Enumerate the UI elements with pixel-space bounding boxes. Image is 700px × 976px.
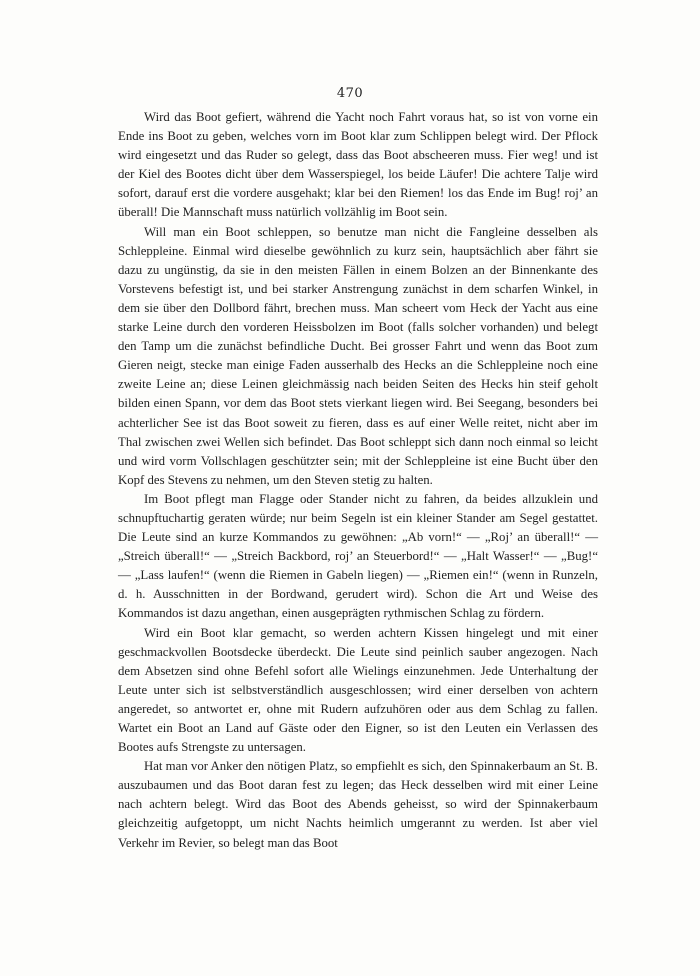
page-number: 470 xyxy=(336,86,364,101)
paragraph-lowering-boat: Wird das Boot gefiert, während die Yacht noch Fahrt voraus hat, so ist von vorne ein Ende ins Boot zu geben, welches vorn im Boot klar zum Schlippen belegt wird. Der Pflock wird eingesetzt und das Ruder so gelegt, dass das Boot abscheeren muss. Fier weg! und ist der Kiel des Bootes dicht über dem Wasserspiegel, los beide Läufer! Die achtere Talje wird sofort, darauf erst die vordere ausgehakt; klar bei den Riemen! los das Ende im Bug! roj’ an überall! Die Mannschaft muss natürlich vollzählig im Boot sein. xyxy=(118,110,598,220)
paragraph-boat-preparation: Wird ein Boot klar gemacht, so werden achtern Kissen hingelegt und mit einer geschmackvollen Bootsdecke überdeckt. Die Leute sind peinlich sauber angezogen. Nach dem Absetzen sind ohne Befehl sofort alle Wielings einzunehmen. Jede Unterhaltung der Leute unter sich ist selbstverständlich ausgeschlossen; wird einer derselben von achtern angeredet, so antwortet er, ohne mit Rudern aufzuhören oder aus dem Schlag zu fallen. Wartet ein Boot an Land auf Gäste oder den Eigner, so ist den Leuten ein Verlassen des Bootes aufs Strengste zu untersagen. xyxy=(118,625,598,755)
paragraph-anchoring: Hat man vor Anker den nötigen Platz, so empfiehlt es sich, den Spinnakerbaum an St. B. auszubaumen und das Boot daran fest zu legen; das Heck desselben wird mit einer Leine nach achtern belegt. Wird das Boot des Abends geheisst, so wird der Spinnakerbaum gleichzeitig aufgetoppt, um nicht Nachts heimlich umgerannt zu werden. Ist aber viel Verkehr im Revier, so belegt man das Boot xyxy=(118,759,598,850)
paragraph-commands: Im Boot pflegt man Flagge oder Stander nicht zu fahren, da beides allzuklein und schnupftuchartig geraten würde; nur beim Segeln ist ein kleiner Stander am Segel gestattet. Die Leute sind an kurze Kommandos zu gewöhnen: „Ab vorn!“ — „Roj’ an überall!“ — „Streich überall!“ — „Streich Backbord, roj’ an Steuerbord!“ — „Halt Wasser!“ — „Bug!“ — „Lass laufen!“ (wenn die Riemen in Gabeln liegen) — „Riemen ein!“ (wenn in Runzeln, d. h. Ausschnitten in der Bordwand, gerudert wird). Schon die Art und Weise des Kommandos ist dazu angethan, einen ausgeprägten rythmischen Schlag zu fördern. xyxy=(118,491,598,621)
body-text xyxy=(118,108,598,853)
paragraph-towing-boat: Will man ein Boot schleppen, so benutze man nicht die Fangleine desselben als Schleppleine. Einmal wird dieselbe gewöhnlich zu kurz sein, hauptsächlich aber fährt sie dazu zu ungünstig, da sie in den meisten Fällen in einem Bolzen an der Binnenkante des Vorstevens befestigt ist, und bei starker Anstrengung zunächst in dem scharfen Winkel, in dem sie über den Dollbord fährt, brechen muss. Man scheert vom Heck der Yacht aus eine starke Leine durch den vorderen Heissbolzen im Boot (falls solcher vorhanden) und belegt den Tamp um die zunächst befindliche Ducht. Bei grosser Fahrt und wenn das Boot zum Gieren neigt, stecke man einige Faden ausserhalb des Hecks an die Schleppleine noch eine zweite Leine an; diese Leinen gleichmässig nach beiden Seiten des Hecks hin steif geholt bilden einen Spann, vor dem das Boot stets vierkant liegen wird. Bei Seegang, besonders bei achterlicher See ist das Boot soweit zu fieren, dass es auf einer Welle reitet, nicht aber im Thal zwischen zwei Wellen sich befindet. Das Boot schleppt sich dann noch einmal so leicht und wird vorm Vollschlagen geschützter sein; mit der Schleppleine ist eine Bucht über den Kopf des Stevens zu nehmen, um den Steven stetig zu halten. xyxy=(118,224,598,487)
